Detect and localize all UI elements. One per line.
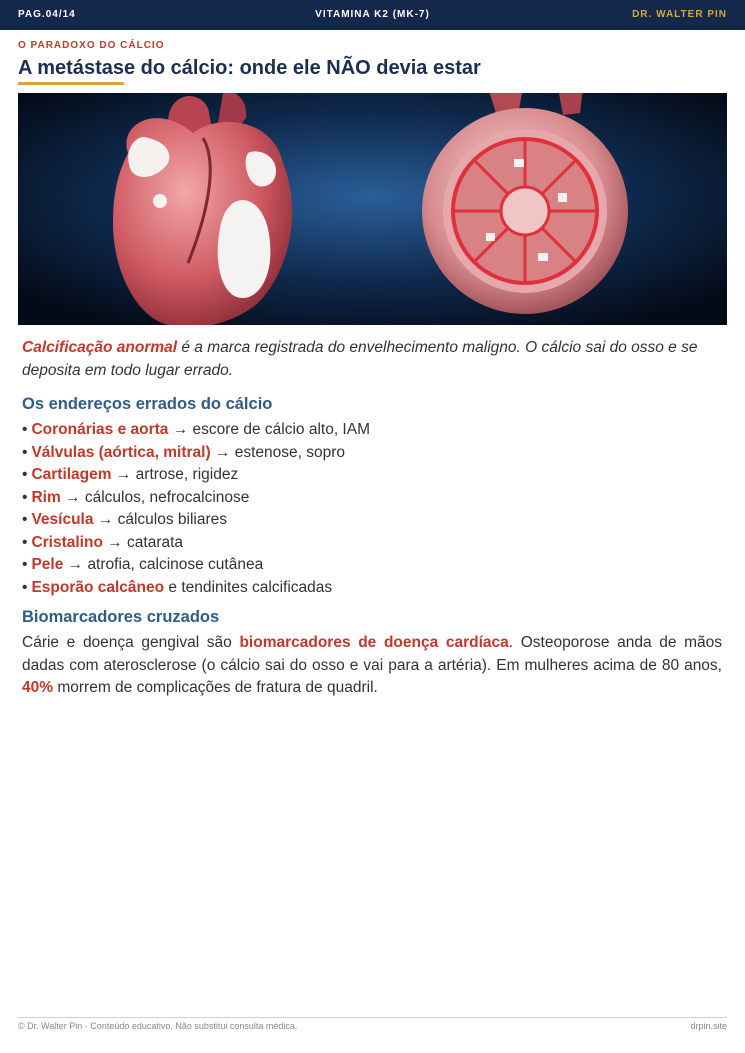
list-item [22,509,728,532]
lead-paragraph [22,336,728,382]
list-item [22,554,728,577]
list-item-term: Esporão calcâneo [31,578,165,596]
list-item-term: Válvulas (aórtica, mitral) [31,443,211,461]
list-item-detail: → estenose, sopro [210,443,346,461]
bullet: • [22,533,28,551]
author-name: DR. WALTER PIN [632,9,727,20]
bullet: • [22,511,28,528]
list-item-detail: e tendinites calcificadas [164,578,333,596]
list-item [22,464,728,487]
list-item-term: Cristalino [31,533,103,551]
top-bar [0,0,745,30]
paragraph-text: morrem de complicações de fratura de quadril. [53,679,378,696]
list-item [22,532,728,555]
paragraph-text: Cárie e doença gengival são [22,634,240,651]
list-item [22,487,728,510]
paragraph-text: . Osteoporose anda de mãos dadas com aterosclerose (o cálcio sai do osso e vai para a artéria). Em mulheres acima de 80 anos, [22,634,723,674]
bullet: • [22,443,28,461]
list-item-term: Pele [31,556,64,573]
list-item-detail: → cálculos biliares [93,511,228,528]
title-underline [18,82,124,85]
addresses-list [22,419,728,599]
bullet: • [22,466,28,483]
page-title: A metástase do cálcio: onde ele NÃO devia estar [18,57,481,79]
biomarkers-heading: Biomarcadores cruzados [22,608,220,626]
list-item-detail: → artrose, rigidez [111,466,239,483]
paragraph-highlight: 40% [22,679,54,696]
list-item [22,577,728,600]
section-kicker: O PARADOXO DO CÁLCIO [18,40,165,51]
lead-text: é a marca registrada do envelhecimento maligno. O cálcio sai do osso e se deposita em todo lugar errado. [22,339,698,379]
footer-divider [18,1017,727,1018]
bullet: • [22,556,28,573]
list-item [22,442,728,465]
bullet: • [22,488,28,506]
lead-highlight: Calcificação anormal [22,339,178,356]
footer-disclaimer: © Dr. Walter Pin · Conteúdo educativo. Não substitui consulta médica. [18,1021,298,1031]
biomarkers-paragraph [22,632,722,700]
bullet: • [22,578,28,596]
list-item-detail: → cálculos, nefrocalcinose [60,488,250,506]
list-item-term: Rim [31,488,61,506]
list-item-term: Coronárias e aorta [31,421,169,438]
list-item-term: Cartilagem [31,466,112,483]
calcification-illustration [18,93,727,325]
hero-illustration [18,93,727,325]
list-item [22,419,728,442]
list-item-detail: → catarata [102,533,184,551]
bullet: • [22,421,28,438]
list-item-detail: → escore de cálcio alto, IAM [168,421,370,438]
document-title: VITAMINA K2 (MK-7) [315,9,430,20]
addresses-heading: Os endereços errados do cálcio [22,395,273,413]
list-item-detail: → atrofia, calcinose cutânea [63,556,264,573]
footer-site-link[interactable]: drpin.site [690,1021,727,1031]
page-number: PAG.04/14 [18,9,76,20]
paragraph-highlight: biomarcadores de doença cardíaca [239,634,509,651]
list-item-term: Vesícula [31,511,94,528]
